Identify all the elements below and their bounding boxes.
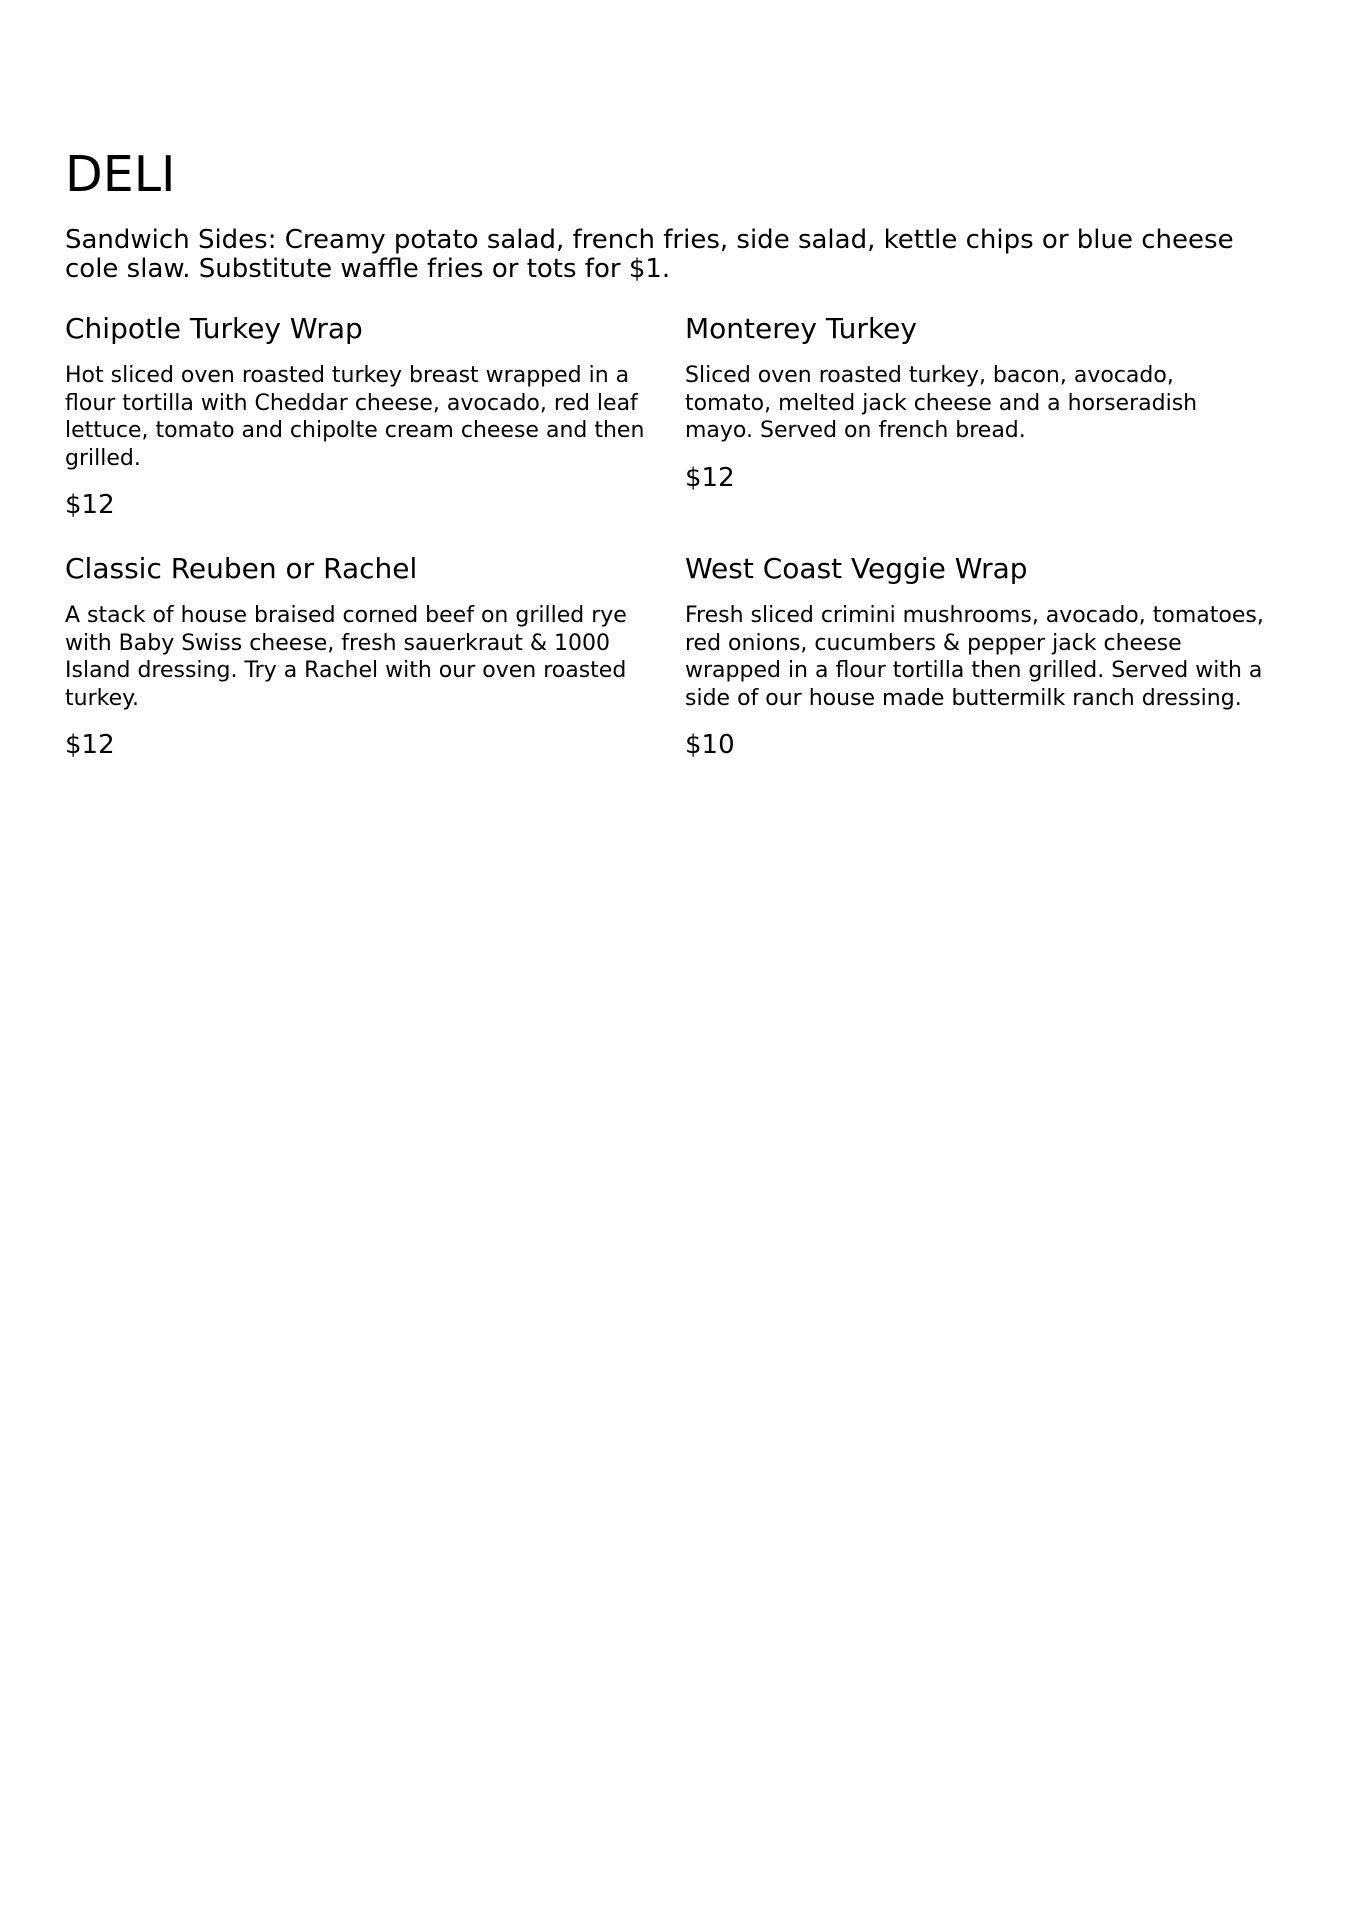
item-price: $12 [65,490,115,520]
item-price: $12 [685,462,735,493]
menu-item-classic-reuben [65,553,645,760]
item-name: West Coast Veggie Wrap [685,552,1028,585]
section-title: DELI [65,146,176,203]
item-name: Chipotle Turkey Wrap [65,312,363,345]
item-price: $12 [65,730,115,760]
menu-page [65,146,1285,760]
item-name: Monterey Turkey [685,312,917,345]
item-description: A stack of house braised corned beef on grilled rye with Baby Swiss cheese, fresh sauerkraut & 1000 Island dressing. Try a Rachel with our oven roasted turkey. [65,603,627,711]
menu-item-west-coast-veggie-wrap [685,553,1265,760]
item-description: Hot sliced oven roasted turkey breast wrapped in a flour tortilla with Cheddar cheese, avocado, red leaf lettuce, tomato and chipolte cream cheese and then grilled. [65,363,645,471]
item-name: Classic Reuben or Rachel [65,552,418,585]
menu-item-monterey-turkey [685,313,1265,493]
item-description: Fresh sliced crimini mushrooms, avocado, tomatoes, red onions, cucumbers & pepper jack cheese wrapped in a flour tortilla then grilled. Served with a side of our house made buttermilk ranch dressing. [685,603,1264,711]
item-description: Sliced oven roasted turkey, bacon, avocado, tomato, melted jack cheese and a horseradish mayo. Served on french bread. [685,363,1198,443]
menu-item-chipotle-turkey-wrap [65,313,645,520]
sides-note: Sandwich Sides: Creamy potato salad, french fries, side salad, kettle chips or blue cheese cole slaw. Substitute waffle fries or tots for $1. [65,225,1234,284]
item-price: $10 [685,730,735,760]
